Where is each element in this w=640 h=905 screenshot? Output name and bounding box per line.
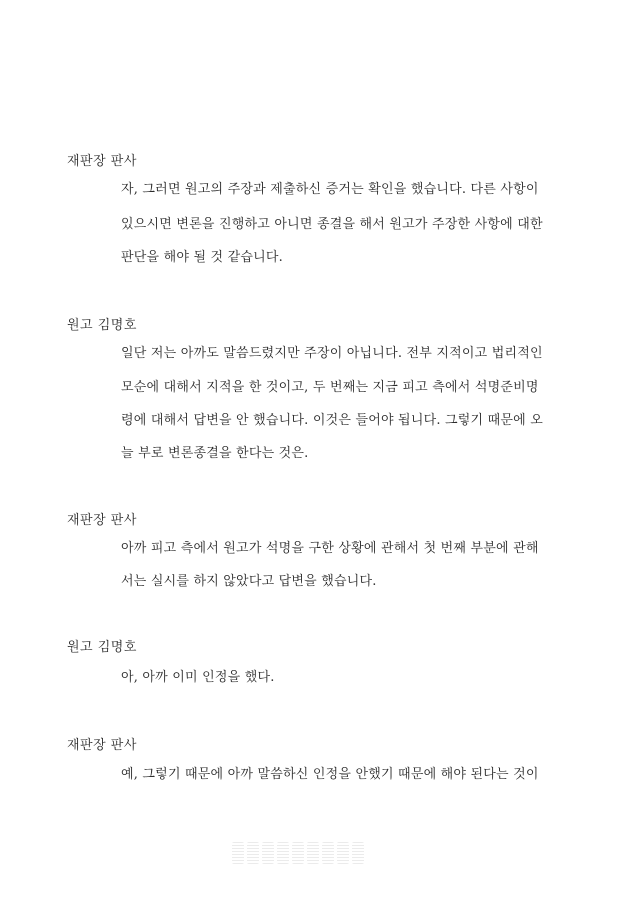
statement-line: 일단 저는 아까도 말씀드렸지만 주장이 아닙니다. 전부 지적이고 법리적인 [121,346,543,361]
statement-line: 판단을 해야 될 것 같습니다. [121,250,283,265]
statement-line: 예, 그렇기 때문에 아까 말씀하신 인정을 안했기 때문에 해야 된다는 것이 [121,767,539,782]
statement-line: 아까 피고 측에서 원고가 석명을 구한 상황에 관해서 첫 번째 부분에 관해 [121,541,539,556]
statement-line: 늘 부로 변론종결을 한다는 것은. [121,446,309,461]
statement-line: 있으시면 변론을 진행하고 아니면 종결을 해서 원고가 주장한 사항에 대한 [121,217,543,232]
statement-line: 모순에 대해서 지적을 한 것이고, 두 번째는 지금 피고 측에서 석명준비명 [121,380,539,395]
statement-line: 자, 그러면 원고의 주장과 제출하신 증거는 확인을 했습니다. 다른 사항이 [121,182,539,197]
speaker-label: 재판장 판사 [67,738,137,753]
speaker-label: 원고 김명호 [67,640,137,655]
statement-line: 서는 실시를 하지 않았다고 답변을 했습니다. [121,574,377,589]
speaker-label: 재판장 판사 [67,513,137,528]
speaker-label: 재판장 판사 [67,154,137,169]
statement-line: 아, 아까 이미 인정을 했다. [121,670,275,685]
speaker-label: 원고 김명호 [67,318,137,333]
statement-line: 령에 대해서 답변을 안 했습니다. 이것은 들어야 됩니다. 그렇기 때문에 오 [121,413,543,428]
scan-artifact-icon [232,842,382,870]
